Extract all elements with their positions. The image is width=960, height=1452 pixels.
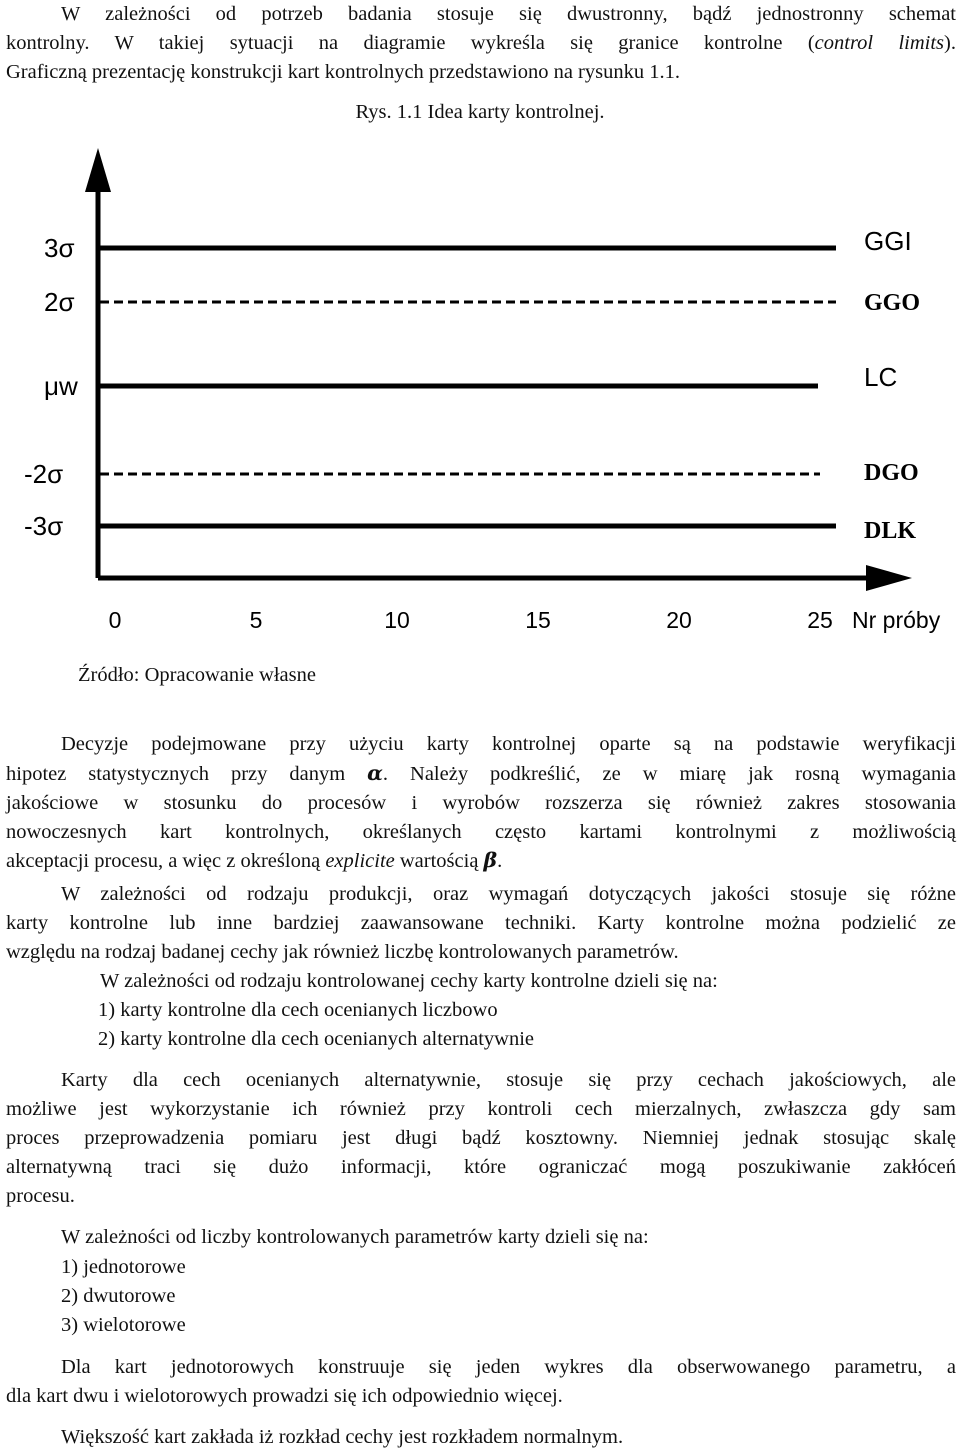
y-tick-label: μw: [44, 371, 78, 401]
y-tick-label: 3σ: [44, 233, 75, 263]
p4-line-3: proces przeprowadzenia pomiaru jest długi bądź kosztowny. Niemniej jednak stosując skalę: [6, 1127, 956, 1149]
p1-line-5: akceptacji procesu, a więc z określoną explicite wartością β.: [6, 848, 503, 872]
y-tick-label: -3σ: [24, 511, 64, 541]
body-paragraph-1: [6, 730, 956, 847]
intro-line-2: kontrolny. W takiej sytuacji na diagramie wykreśla się granice kontrolne (control limits).: [6, 32, 956, 54]
line-label-ggi: GGI: [864, 226, 912, 256]
body-paragraph-2: [6, 880, 956, 938]
list-item: 3) wielotorowe: [61, 1314, 186, 1336]
body-paragraph-4: [6, 1066, 956, 1182]
alpha-symbol: α: [367, 761, 383, 785]
y-tick-label: 2σ: [44, 287, 75, 317]
x-tick-label: 25: [807, 607, 833, 633]
p2-line-1: W zależności od rodzaju produkcji, oraz wymagań dotyczących jakości stosuje się różne: [61, 883, 956, 905]
x-tick-label: 10: [384, 607, 410, 633]
p6-line-1: Dla kart jednotorowych konstruuje się jeden wykres dla obserwowanego parametru, a: [61, 1356, 956, 1378]
figure-source: Źródło: Opracowanie własne: [78, 664, 316, 686]
x-axis-arrow: [866, 565, 912, 591]
list-item: 2) dwutorowe: [61, 1285, 176, 1307]
x-tick-label: 20: [666, 607, 692, 633]
x-tick-label: 5: [249, 607, 263, 633]
body-paragraph-6: [6, 1353, 956, 1382]
line-label-dlk: DLK: [864, 518, 917, 544]
beta-symbol: β: [483, 848, 498, 872]
x-axis-label: Nr próby: [852, 607, 941, 633]
p4-line-4: alternatywną traci się dużo informacji, które ograniczać mogą poszukiwanie zakłóceń: [6, 1156, 956, 1178]
line-label-ggo: GGO: [864, 290, 921, 316]
list-item: 2) karty kontrolne dla cech ocenianych alternatywnie: [98, 1028, 535, 1050]
intro-line-1: W zależności od potrzeb badania stosuje się dwustronny, bądź jednostronny schemat: [61, 3, 956, 25]
p4-line-1: Karty dla cech ocenianych alternatywnie, stosuje się przy cechach jakościowych, ale: [61, 1069, 956, 1091]
list-item: 1) jednotorowe: [61, 1256, 186, 1278]
x-tick-label: 0: [108, 607, 122, 633]
p2-line-2: karty kontrolne lub inne bardziej zaawansowane techniki. Karty kontrolne można podzielić ze: [6, 912, 956, 934]
p3-line-1: W zależności od rodzaju kontrolowanej cechy karty kontrolne dzieli się na:: [100, 970, 718, 992]
p1-line-2: hipotez statystycznych przy danym α. Należy podkreślić, ze w miarę jak rosną wymagania: [6, 761, 956, 785]
figure-caption: Rys. 1.1 Idea karty kontrolnej.: [355, 101, 605, 123]
y-axis-arrow: [85, 148, 111, 192]
p1-line-3: jakościowe w stosunku do procesów i wyrobów rozszerza się również zakres stosowania: [6, 792, 956, 814]
list-item: 1) karty kontrolne dla cech ocenianych liczbowo: [98, 999, 498, 1021]
p6-line-2: dla kart dwu i wielotorowych prowadzi się ich odpowiednio więcej.: [6, 1385, 563, 1407]
line-label-dgo: DGO: [864, 460, 919, 486]
y-tick-label: -2σ: [24, 459, 64, 489]
p4-line-5: procesu.: [6, 1185, 75, 1207]
chart-labels: [24, 226, 941, 633]
p4-line-2: możliwe jest wykorzystanie ich również przy kontroli cech mierzalnych, zwłaszcza gdy sam: [6, 1098, 956, 1120]
x-tick-label: 15: [525, 607, 551, 633]
chart-lines: [100, 248, 836, 526]
intro-line-3: Graficzną prezentację konstrukcji kart kontrolnych przedstawiono na rysunku 1.1.: [6, 61, 680, 83]
intro-paragraph: [6, 0, 956, 58]
p7-line-1: Większość kart zakłada iż rozkład cechy jest rozkładem normalnym.: [61, 1426, 624, 1448]
p1-line-4: nowoczesnych kart kontrolnych, określanych często kartami kontrolnymi z możliwością: [6, 821, 956, 843]
p2-line-3: względu na rodzaj badanej cechy jak również liczbę kontrolowanych parametrów.: [6, 941, 679, 963]
line-label-lc: LC: [864, 362, 898, 392]
control-chart: [0, 138, 960, 638]
p5-line-1: W zależności od liczby kontrolowanych parametrów karty dzieli się na:: [61, 1226, 649, 1248]
p1-line-1: Decyzje podejmowane przy użyciu karty kontrolnej oparte są na podstawie weryfikacji: [61, 733, 956, 755]
